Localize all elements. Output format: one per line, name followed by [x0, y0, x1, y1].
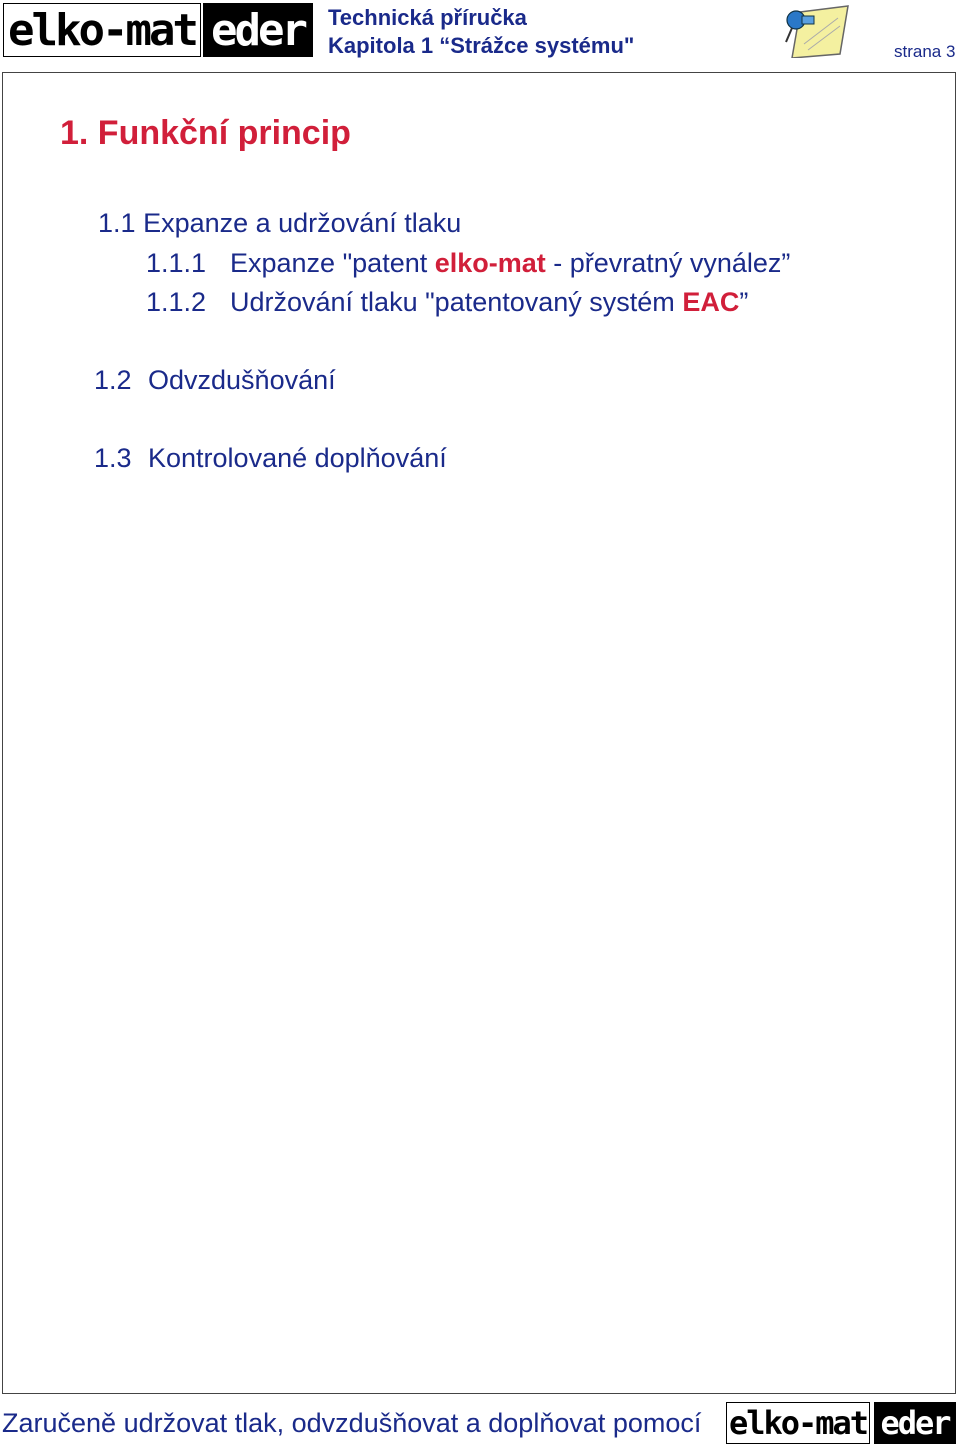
toc-item-1-3: 1.3 Kontrolované doplňování [94, 443, 447, 473]
toc-item-1-2: 1.2 Odvzdušňování [94, 365, 336, 395]
footer-eder-logo: eder [874, 1402, 956, 1444]
toc-item-1-1-1: 1.1.1 Expanze "patent elko-mat - převratný vynález” [146, 248, 791, 278]
page-header [0, 0, 960, 72]
page-number: strana 3 [894, 42, 956, 61]
footer-slogan: Zaručeně udržovat tlak, odvzdušňovat a doplňovat pomocí [2, 1408, 702, 1438]
title-line-1: Technická příručka [328, 5, 527, 30]
toc-item-1-1-2: 1.1.2 Udržování tlaku "patentovaný systém EAC” [146, 287, 749, 317]
document-title [328, 4, 634, 60]
eder-logo: eder [203, 3, 313, 57]
title-line-2: Kapitola 1 “Strážce systému" [328, 33, 635, 58]
elko-mat-logo: elko-mat [3, 3, 201, 57]
pushpin-note-icon [782, 4, 852, 58]
section-heading: 1. Funkční princip [60, 114, 351, 152]
footer-elko-mat-logo: elko-mat [726, 1402, 870, 1444]
toc-item-1-1: 1.1 Expanze a udržování tlaku [98, 208, 462, 238]
